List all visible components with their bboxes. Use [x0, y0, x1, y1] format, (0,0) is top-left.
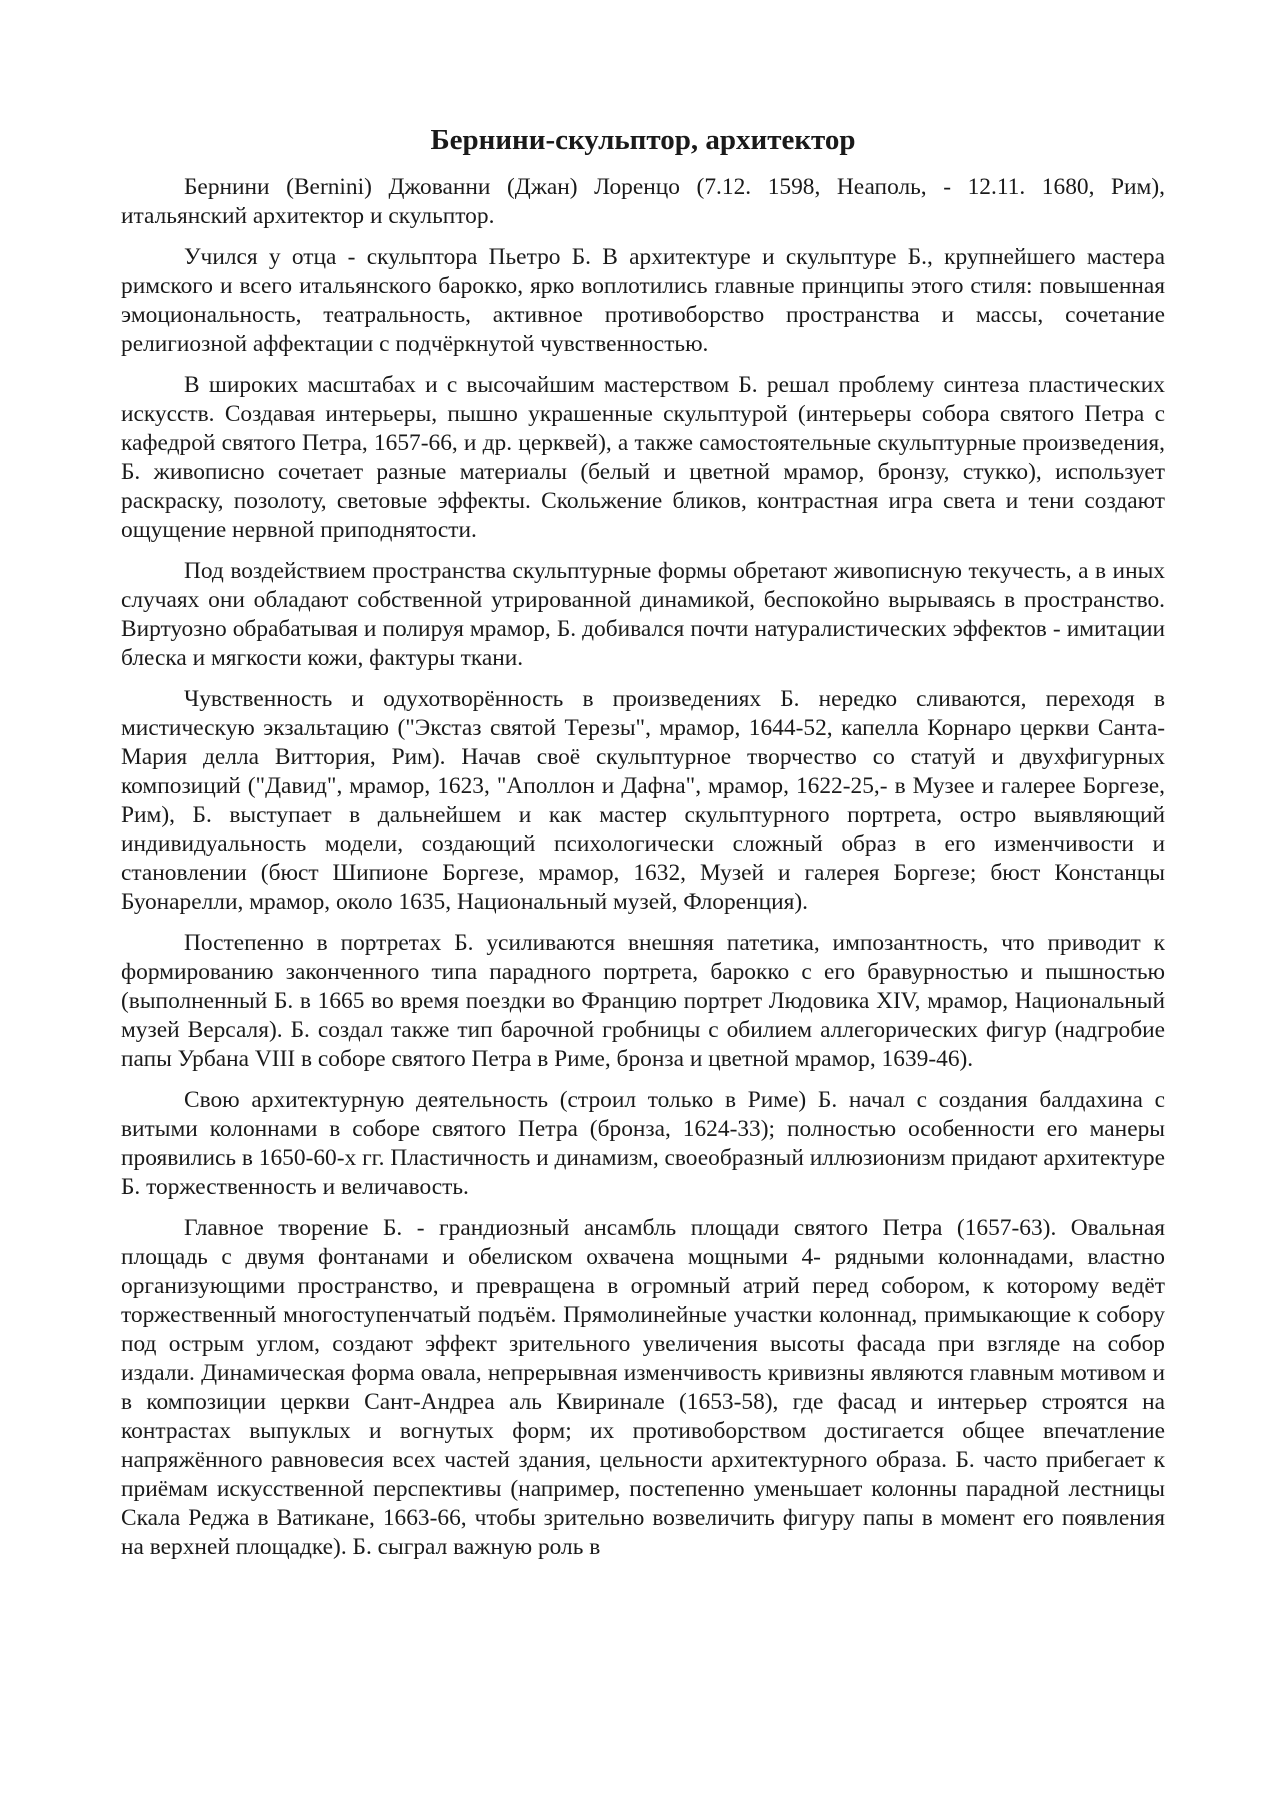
paragraph-portraits: Постепенно в портретах Б. усиливаются внешняя патетика, импозантность, что приводит к формированию законченного типа парадного портрета, барокко с его бравурностью и пышностью (выполненный Б. в 1665 во время поездки во Францию портрет Людовика XIV, мрамор, Национальный музей Версаля). Б. создал также тип барочной гробницы с обилием аллегорических фигур (надгробие папы Урбана VIII в соборе святого Петра в Риме, бронза и цветной мрамор, 1639-46).	[121, 930, 1165, 1072]
paragraph-space-forms: Под воздействием пространства скульптурные формы обретают живописную текучесть, а в иных случаях они обладают собственной утрированной динамикой, беспокойно вырываясь в пространство. Виртуозно обрабатывая и полируя мрамор, Б. добивался почти натуралистических эффектов - имитации блеска и мягкости кожи, фактуры ткани.	[121, 558, 1165, 671]
document-body	[121, 117, 1165, 1574]
paragraph-intro: Бернини (Bernini) Джованни (Джан) Лоренцо (7.12. 1598, Неаполь, - 12.11. 1680, Рим), итальянский архитектор и скульптор.	[121, 174, 1165, 229]
paragraph-st-peters-square: Главное творение Б. - грандиозный ансамбль площади святого Петра (1657-63). Овальная площадь с двумя фонтанами и обелиском охвачена мощными 4- рядными колоннадами, властно организующими пространство, и превращена в огромный атрий перед собором, к которому ведёт торжественный многоступенчатый подъём. Прямолинейные участки колоннад, примыкающие к собору под острым углом, создают эффект зрительного увеличения высоты фасада при взгляде на собор издали. Динамическая форма овала, непрерывная изменчивость кривизны являются главным мотивом и в композиции церкви Сант-Андреа аль Квиринале (1653-58), где фасад и интерьер строятся на контрастах выпуклых и вогнутых форм; их противоборством достигается общее впечатление напряжённого равновесия всех частей здания, цельности архитектурного образа. Б. часто прибегает к приёмам искусственной перспективы (например, постепенно уменьшает колонны парадной лестницы Скала Реджа в Ватикане, 1663-66, чтобы зрительно возвеличить фигуру папы в момент его появления на верхней площадке). Б. сыграл важную роль в	[121, 1215, 1165, 1560]
document-title: Бернини-скульптор, архитектор	[430, 124, 856, 156]
paragraph-sensuality: Чувственность и одухотворённость в произведениях Б. нередко сливаются, переходя в мистическую экзальтацию ("Экстаз святой Терезы", мрамор, 1644-52, капелла Корнаро церкви Санта-Мария делла Виттория, Рим). Начав своё скульптурное творчество со статуй и двухфигурных композиций ("Давид", мрамор, 1623, "Аполлон и Дафна", мрамор, 1622-25,- в Музее и галерее Боргезе, Рим), Б. выступает в дальнейшем и как мастер скульптурного портрета, остро выявляющий индивидуальность модели, создающий психологически сложный образ в его изменчивости и становлении (бюст Шипионе Боргезе, мрамор, 1632, Музей и галерея Боргезе; бюст Констанцы Буонарелли, мрамор, около 1635, Национальный музей, Флоренция).	[121, 686, 1165, 915]
paragraph-architecture: Свою архитектурную деятельность (строил только в Риме) Б. начал с создания балдахина с витыми колоннами в соборе святого Петра (бронза, 1624-33); полностью особенности его манеры проявились в 1650-60-х гг. Пластичность и динамизм, своеобразный иллюзионизм придают архитектуре Б. торжественность и величавость.	[121, 1087, 1165, 1200]
paragraph-training: Учился у отца - скульптора Пьетро Б. В архитектуре и скульптуре Б., крупнейшего мастера римского и всего итальянского барокко, ярко воплотились главные принципы этого стиля: повышенная эмоциональность, театральность, активное противоборство пространства и массы, сочетание религиозной аффектации с подчёркнутой чувственностью.	[121, 244, 1165, 357]
paragraph-synthesis: В широких масштабах и с высочайшим мастерством Б. решал проблему синтеза пластических искусств. Создавая интерьеры, пышно украшенные скульптурой (интерьеры собора святого Петра с кафедрой святого Петра, 1657-66, и др. церквей), а также самостоятельные скульптурные произведения, Б. живописно сочетает разные материалы (белый и цветной мрамор, бронзу, стукко), использует раскраску, позолоту, световые эффекты. Скольжение бликов, контрастная игра света и тени создают ощущение нервной приподнятости.	[121, 372, 1165, 543]
